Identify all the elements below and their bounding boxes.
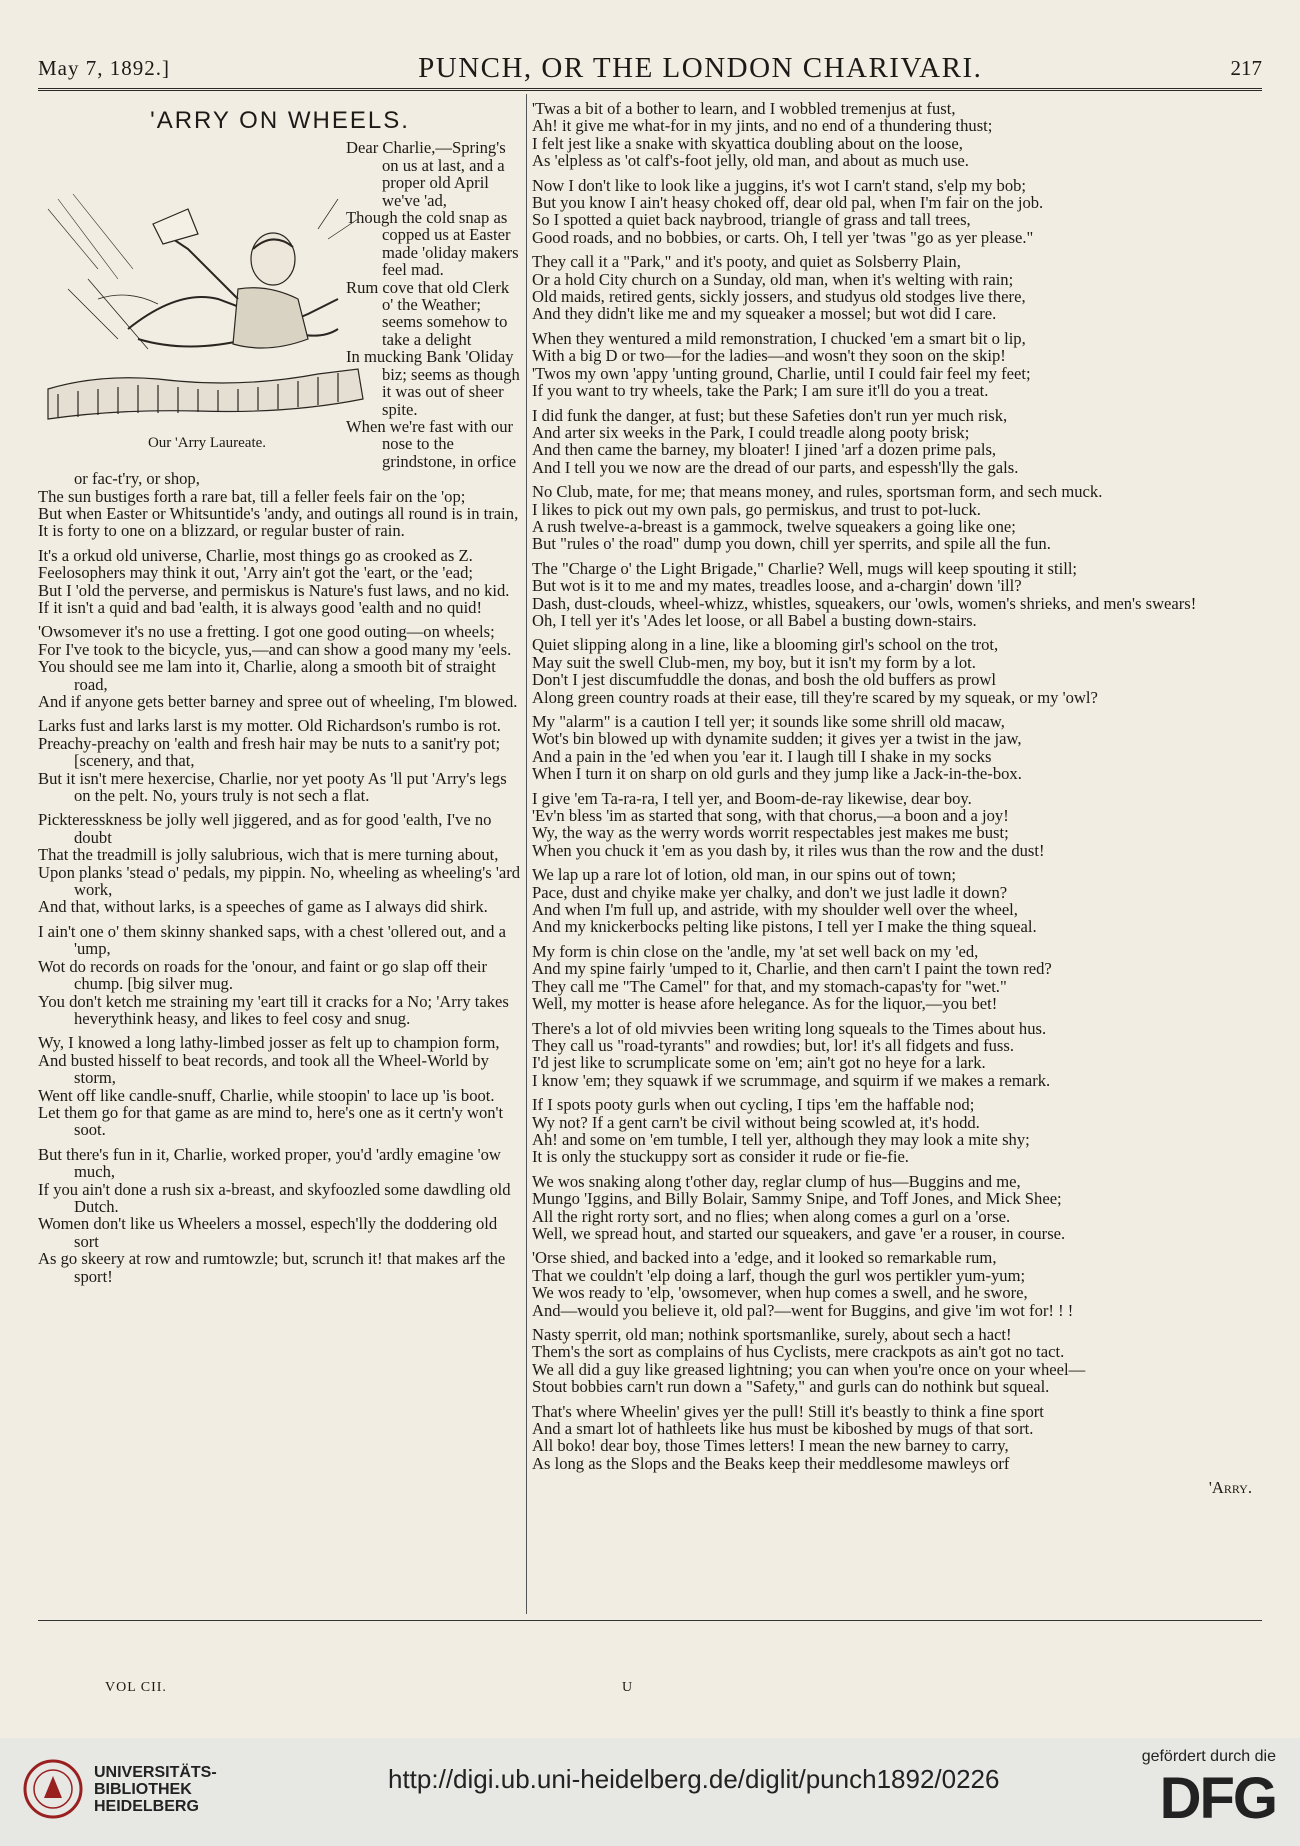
poem-line: I felt jest like a snake with skyattica doubling about on the loose, (532, 133, 963, 153)
stanza (38, 1146, 522, 1285)
poem-line: Women don't like us Wheelers a mossel, espech'lly the doddering old sort (38, 1214, 498, 1251)
poem-line: Ah! it give me what-for in my jints, and no end of a thundering thust; (532, 116, 993, 136)
illustration-caption: Our 'Arry Laureate. (147, 435, 267, 452)
poem-line: And I tell you we now are the dread of our parts, and espessh'lly the gals. (532, 457, 1019, 477)
stanza (532, 1020, 1262, 1090)
stanza (532, 177, 1262, 247)
poem-line: In mucking Bank 'Oliday biz; seems as though it was out of sheer spite. (346, 347, 520, 419)
poem-line: With a big D or two—for the ladies—and wosn't they soon on the skip! (532, 346, 1006, 366)
stanza (532, 1173, 1262, 1243)
issue-date: May 7, 1892.] (38, 55, 170, 80)
poem-line: Larks fust and larks larst is my motter. Old Richardson's rumbo is rot. (38, 716, 501, 736)
poem-line: And they didn't like me and my squeaker a mossel; but wot did I care. (532, 304, 997, 324)
poem-line: Ah! and some on 'em tumble, I tell yer, although they may look a mite shy; (532, 1129, 1030, 1149)
poem-line: And then came the barney, my bloater! I jined 'arf a dozen prime pals, (532, 440, 997, 460)
poem-line: Good roads, and no bobbies, or carts. Oh, I tell yer 'twas "go as yer please." (532, 227, 1034, 247)
poem-line: All boko! dear boy, those Times letters! I mean the new barney to carry, (532, 1436, 1009, 1456)
left-column (38, 100, 522, 1292)
signature-mark: U (622, 1680, 634, 1695)
poem-line: If I spots pooty gurls when out cycling, I tips 'em the haffable nod; (532, 1095, 975, 1115)
poem-line: 'Twas a bit of a bother to learn, and I wobbled tremenjus at fust, (532, 99, 956, 118)
poem-line: You don't ketch me straining my 'eart till it cracks for a No; 'Arry takes heverythink heasy, and likes to feel cosy and snug. (38, 991, 509, 1028)
right-column (532, 100, 1262, 1497)
stanza (532, 1403, 1262, 1473)
poem-line: And that, without larks, is a speeches of game as I always did shirk. (38, 897, 488, 917)
illustration (38, 139, 376, 461)
poem-line: But it isn't mere hexercise, Charlie, nor yet pooty As 'll put 'Arry's legs on the pelt. No, yours truly is not sech a flat. (38, 768, 507, 806)
poem-line: And busted hisself to beat records, and took all the Wheel-World by storm, (38, 1050, 489, 1088)
poem-line: Quiet slipping along in a line, like a blooming girl's school on the trot, (532, 635, 999, 655)
library-logo[interactable] (22, 1758, 217, 1820)
poem-line: But "rules o' the road" dump you down, chill yer sperrits, and spile all the fun. (532, 534, 1051, 554)
poem-line: 'Twos my own 'appy 'unting ground, Charlie, until I could fair feel my feet; (532, 363, 1031, 383)
poem-line: It is only the stuckuppy sort as consider it rude or fie-fie. (532, 1147, 909, 1167)
poem-line: We wos snaking along t'other day, reglar clump of hus—Buggins and me, (532, 1171, 1021, 1191)
poem-line: Dear Charlie,—Spring's on us at last, and a proper old April we've 'ad, (346, 138, 506, 210)
sponsor-block (1142, 1748, 1276, 1832)
page-number: 217 (1230, 55, 1262, 80)
poem-signature: 'Arry. (1208, 1478, 1252, 1498)
poem-line: For I've took to the bicycle, yus,—and can show a good many my 'eels. (38, 639, 512, 659)
dfg-logo[interactable]: DFG (1159, 1766, 1276, 1831)
poem-line: Oh, I tell yer it's 'Ades let loose, or all Babel a busting down-stairs. (532, 610, 977, 630)
poem-line: Though the cold snap as copped us at Easter made 'oliday makers feel mad. (346, 208, 519, 280)
poem-line: And arter six weeks in the Park, I could treadle along pooty brisk; (532, 422, 970, 442)
poem-line: My form is chin close on the 'andle, my 'at set well back on my 'ed, (532, 941, 979, 961)
poem-line: They call it a "Park," and it's pooty, and quiet as Solsberry Plain, (532, 252, 961, 272)
poem-line: Preachy-preachy on 'ealth and fresh hair may be nuts to a sanit'ry pot; [scenery, and that, (38, 733, 501, 771)
poem-line: And—would you believe it, old pal?—went for Buggins, and give 'im wot for! ! ! (532, 1300, 1074, 1320)
poem-line: But when Easter or Whitsuntide's 'andy, and outings all round is in train, (38, 503, 519, 523)
poem-line: That's where Wheelin' gives yer the pull! Still it's beastly to think a fine sport (532, 1401, 1044, 1421)
stanza (532, 100, 1262, 170)
poem-line: 'Owsomever it's no use a fretting. I got one good outing—on wheels; (38, 622, 495, 642)
poem-line: Wy not? If a gent carn't be civil without being scowled at, it's hodd. (532, 1112, 980, 1132)
poem-line: You should see me lam into it, Charlie, along a smooth bit of straight road, (38, 657, 496, 694)
poem-line: So I spotted a quiet back naybrood, triangle of grass and tall trees, (532, 210, 971, 230)
stanza (38, 1034, 522, 1138)
poem-line: It's a orkud old universe, Charlie, most things go as crooked as Z. (38, 545, 473, 565)
stanza (38, 623, 522, 710)
poem-line: That the treadmill is jolly salubrious, wich that is mere turning about, (38, 845, 499, 865)
poem-line: 'Ev'n bless 'im as started that song, with that chorus,—a boon and a joy! (532, 806, 1009, 826)
poem-line: That we couldn't 'elp doing a larf, though the gurl wos pertikler yum-yum; (532, 1265, 1026, 1285)
poem-line: It is forty to one on a blizzard, or regular buster of rain. (38, 521, 405, 541)
poem-line: Stout bobbies carn't run down a "Safety," and gurls can do nothink but squeal. (532, 1377, 1050, 1397)
stanza (532, 483, 1262, 553)
poem-line: Upon planks 'stead o' pedals, my pippin. No, wheeling as wheeling's 'ard work, (38, 862, 521, 900)
poem-line: Old maids, retired gents, sickly jossers, and studyus old stodges live there, (532, 287, 1026, 307)
poem-line: Well, we spread hout, and started our squeakers, and gave 'er a rouser, in course. (532, 1223, 1066, 1243)
column-divider (526, 94, 527, 1614)
stanza (532, 330, 1262, 400)
stanza (532, 636, 1262, 706)
poem-line: They call me "The Camel" for that, and my stomach-capas'ty for "wet." (532, 976, 1007, 996)
reclining-figure-illustration (38, 139, 376, 429)
stanza (38, 811, 522, 915)
volume-mark: VOL CII. (105, 1680, 167, 1695)
poem-line: The "Charge o' the Light Brigade," Charlie? Well, mugs will keep spouting it still; (532, 558, 1078, 578)
poem-line: When we're fast with our nose to the grindstone, in orfice or fac-t'ry, or shop, (74, 416, 517, 489)
stanza (38, 923, 522, 1027)
poem-line: But wot is it to me and my mates, treadles loose, and a-chargin' down 'ill? (532, 576, 1022, 596)
poem-line: I did funk the danger, at fust; but these Safeties don't run yer much risk, (532, 405, 1008, 425)
poem-line: No Club, mate, for me; that means money, and rules, sportsman form, and sech muck. (532, 482, 1103, 502)
right-stanzas (532, 100, 1262, 1472)
poem-line: Pickteresskness be jolly well jiggered, and as for good 'ealth, I've no doubt (38, 810, 492, 847)
poem-line: I know 'em; they squawk if we scrummage, and squirm if we makes a remark. (532, 1070, 1051, 1090)
poem-line: Now I don't like to look like a juggins, it's wot I carn't stand, s'elp my bob; (532, 175, 1027, 195)
university-seal-icon (22, 1758, 84, 1820)
stanza (532, 943, 1262, 1013)
poem-line: We wos ready to 'elp, 'owsomever, when hup comes a swell, and he swore, (532, 1283, 1028, 1303)
poem-line: Well, my motter is hease afore helegance. As for the liquor,—you bet! (532, 994, 998, 1014)
poem-line: A rush twelve-a-breast is a gammock, twelve squeakers a going like one; (532, 516, 1016, 536)
stanza (532, 1096, 1262, 1166)
page-header (38, 48, 1262, 91)
poem-line: I'd jest like to scrumplicate some on 'em; ain't got no heye for a lark. (532, 1053, 986, 1073)
poem-line: There's a lot of old mivvies been writing long squeals to the Times about hus. (532, 1018, 1047, 1038)
poem-line: Let them go for that game as are mind to, here's one as it certn'y won't soot. (38, 1102, 504, 1140)
poem-line: Wy, I knowed a long lathy-limbed josser as felt up to champion form, (38, 1033, 500, 1053)
poem-line: Pace, dust and chyike make yer chalky, and don't we just ladle it down? (532, 882, 1008, 902)
poem-line: And when I'm full up, and astride, with my shoulder well over the wheel, (532, 900, 1018, 920)
stanza (532, 253, 1262, 323)
poem-line: We all did a guy like greased lightning; you can when you're once on your wheel— (532, 1359, 1086, 1379)
stanza (532, 407, 1262, 477)
poem-line: I ain't one o' them skinny shanked saps, with a chest 'ollered out, and a 'ump, (38, 921, 506, 959)
archive-band (0, 1738, 1300, 1846)
poem-line: When you chuck it 'em as you dash by, it riles wus than the row and the dust! (532, 840, 1045, 860)
poem-line: When they wentured a mild remonstration, I chucked 'em a smart bit o lip, (532, 328, 1026, 348)
poem-line: If you ain't done a rush six a-breast, and skyfoozled some dawdling old Dutch. (38, 1179, 511, 1216)
stanza (38, 717, 522, 804)
poem-title: 'ARRY ON WHEELS. (150, 107, 410, 134)
poem-line: I likes to pick out my own pals, go permiskus, and trust to pot-luck. (532, 499, 981, 519)
poem-line: Wy, the way as the werry words worrit respectables jest makes me bust; (532, 823, 1009, 843)
stanza (532, 713, 1262, 783)
poem-line: May suit the swell Club-men, my boy, but it isn't my form by a lot. (532, 652, 976, 672)
poem-line: And if anyone gets better barney and spree out of wheeling, I'm blowed. (38, 692, 518, 711)
poem-line: All the right rorty sort, and no flies; when along comes a gurl on a 'orse. (532, 1206, 1011, 1226)
stanza (532, 560, 1262, 630)
poem-line: But there's fun in it, Charlie, worked proper, you'd 'ardly emagine 'ow much, (38, 1144, 501, 1182)
poem-line: And my spine fairly 'umped to it, Charlie, and then carn't I paint the town red? (532, 959, 1052, 979)
poem-line: 'Orse shied, and backed into a 'edge, and it looked so remarkable rum, (532, 1248, 997, 1268)
poem-line: Dash, dust-clouds, wheel-whizz, whistles, squeakers, our 'owls, women's shrieks, and men's swears! (532, 593, 1197, 613)
poem-line: Wot's bin blowed up with dynamite sudden; it gives yer a twist in the jaw, (532, 729, 1022, 749)
poem-line: Nasty sperrit, old man; nothink sportsmanlike, surely, about sech a hact! (532, 1325, 1012, 1344)
library-name: UNIVERSITÄTS- BIBLIOTHEK HEIDELBERG (94, 1763, 217, 1815)
poem-line: Mungo 'Iggins, and Billy Bolair, Sammy Snipe, and Toff Jones, and Mick Shee; (532, 1189, 1062, 1209)
poem-line: If you want to try wheels, take the Park; I am sure it'll do you a treat. (532, 381, 989, 401)
poem-line: And a pain in the 'ed when you 'ear it. I laugh till I shake in my socks (532, 746, 992, 766)
poem-line: Rum cove that old Clerk o' the Weather; seems somehow to take a delight (346, 277, 510, 349)
publication-title: PUNCH, OR THE LONDON CHARIVARI. (418, 51, 983, 84)
poem-line: But you know I ain't heasy choked off, dear old pal, when I'm fair on the job. (532, 193, 1044, 213)
poem-line: Went off like candle-snuff, Charlie, while stoopin' to lace up 'is boot. (38, 1085, 495, 1105)
poem-line: If it isn't a quid and bad 'ealth, it is always good 'ealth and no quid! (38, 597, 483, 617)
poem-line: They call us "road-tyrants" and rowdies; but, lor! it's all fidgets and fuss. (532, 1035, 1014, 1055)
poem-line: As 'elpless as 'ot calf's-foot jelly, old man, and about as much use. (532, 151, 969, 171)
poem-line: The sun bustiges forth a rare bat, till a feller feels fair on the 'op; (38, 486, 466, 506)
stanza (38, 547, 522, 617)
poem-line: We lap up a rare lot of lotion, old man, in our spins out of town; (532, 865, 957, 885)
poem-line: As long as the Slops and the Beaks keep their meddlesome mawleys orf (532, 1453, 1010, 1473)
poem-line: Don't I jest discumfuddle the donas, and bosh the old buffers as prowl (532, 670, 997, 690)
poem-line: Wot do records on roads for the 'onour, and faint or go slap off their chump. [big silver mug. (38, 956, 488, 994)
poem-line: I give 'em Ta-ra-ra, I tell yer, and Boom-de-ray likewise, dear boy. (532, 788, 972, 808)
stanza (532, 866, 1262, 936)
poem-line: And a smart lot of hathleets like hus must be kiboshed by mugs of that sort. (532, 1419, 1034, 1439)
poem-line: But I 'old the perverse, and permiskus is Nature's fust laws, and no kid. (38, 580, 510, 600)
poem-line: Or a hold City church on a Sunday, old man, when it's welting with rain; (532, 269, 1014, 289)
poem-line: And my knickerbocks pelting like pistons, I tell yer I make the thing squeal. (532, 917, 1037, 937)
poem-line: Along green country roads at their ease, till they're scared by my squeak, or my 'owl? (532, 687, 1098, 707)
bottom-rule (38, 1620, 1262, 1621)
poem-line: Feelosophers may think it out, 'Arry ain't got the 'eart, or the 'ead; (38, 563, 473, 583)
poem-line: My "alarm" is a caution I tell yer; it sounds like some shrill old macaw, (532, 712, 1005, 731)
sponsor-label: gefördert durch die (1141, 1748, 1276, 1765)
poem-line: Them's the sort as complains of hus Cyclists, mere crackpots as ain't got no tact. (532, 1342, 1065, 1362)
source-url[interactable]: http://digi.ub.uni-heidelberg.de/diglit/punch1892/0226 (388, 1764, 1000, 1794)
stanza (532, 790, 1262, 860)
poem-line: When I turn it on sharp on old gurls and they jump like a Jack-in-the-box. (532, 764, 1022, 784)
stanza (532, 1249, 1262, 1319)
poem-line: As go skeery at row and rumtowzle; but, scrunch it! that makes arf the sport! (38, 1249, 506, 1286)
stanza (532, 1326, 1262, 1396)
